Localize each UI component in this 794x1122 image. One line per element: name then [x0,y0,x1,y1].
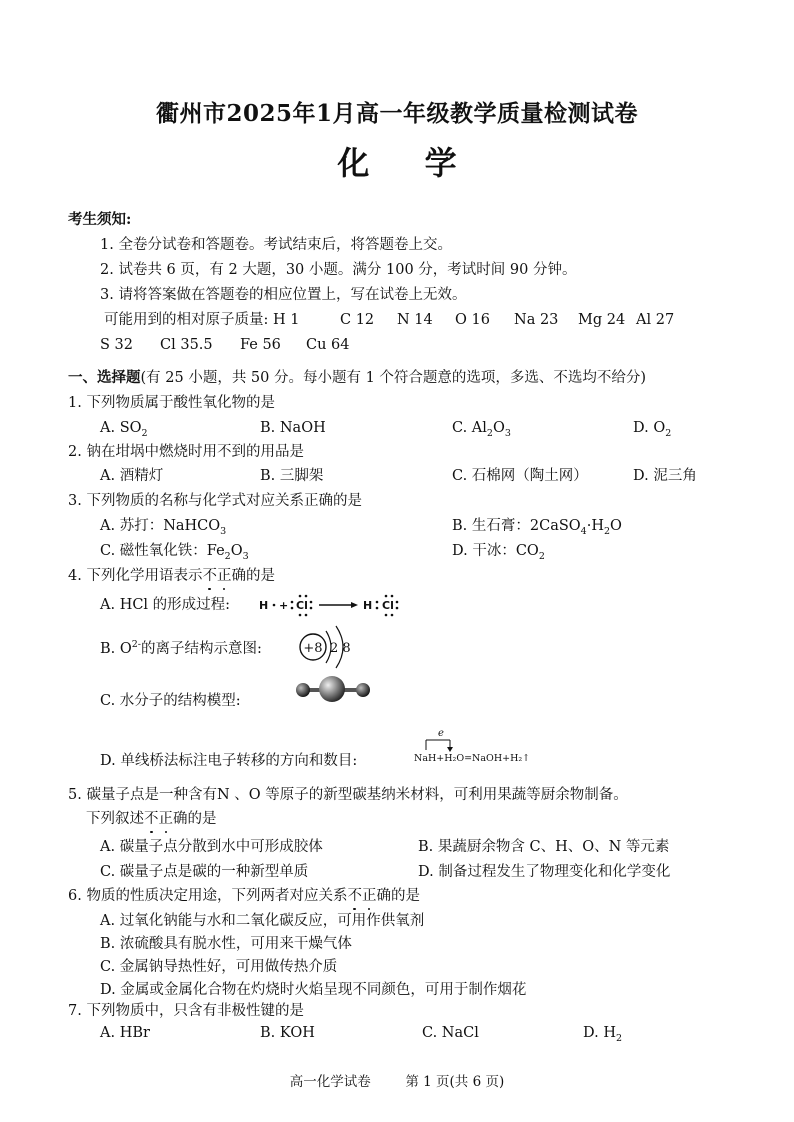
atomic-mass-na: Na 23 [514,312,559,328]
notice-item-2: 2. 试卷共 6 页，有 2 大题，30 小题。满分 100 分，考试时间 90 分钟。 [100,262,577,278]
q7-option-b: B. KOH [260,1025,315,1041]
atomic-mass-h: H 1 [273,312,300,328]
question-5-stem-1: 5. 碳量子点是一种含有N 、O 等原子的新型碳基纳米材料，可利用果蔬等厨余物制备。 [68,787,628,803]
q7-option-c: C. NaCl [422,1025,479,1041]
atomic-mass-cu: Cu 64 [306,337,350,353]
single-line-bridge-diagram [412,726,537,766]
question-4-stem: 4. 下列化学用语表示不正确的是 [68,568,275,584]
notice-item-1: 1. 全卷分试卷和答题卷。考试结束后，将答题卷上交。 [100,237,452,253]
svg-text:H: H [259,599,269,612]
atomic-mass-s: S 32 [100,337,133,353]
question-3-stem: 3. 下列物质的名称与化学式对应关系正确的是 [68,493,362,509]
section-title: 一、选择题 [68,369,141,386]
question-2-stem: 2. 钠在坩埚中燃烧时用不到的用品是 [68,444,304,460]
hcl-formation-diagram [255,588,415,620]
q6-option-a: A. 过氧化钠能与水和二氧化碳反应，可用作供氧剂 [100,913,425,929]
question-7-stem: 7. 下列物质中，只含有非极性键的是 [68,1003,304,1019]
q6-option-c: C. 金属钠导热性好，可用做传热介质 [100,959,338,975]
q4-option-b: B. $O^{2-}$的离子结构示意图: [100,639,262,657]
q7-option-d: D. $H_2$ [583,1025,623,1044]
q2-option-b: B. 三脚架 [260,468,324,484]
atomic-mass-c: C 12 [340,312,375,328]
q3-option-a: A. 苏打：NaHCO$_3$ [100,518,227,537]
section-heading [68,369,646,387]
q1-option-c: C. $Al_2O_3$ [452,420,511,439]
question-1-stem: 1. 下列物质属于酸性氧化物的是 [68,395,275,411]
atomic-mass-cl: Cl 35.5 [160,337,213,353]
footer-page-number: 第 1 页(共 6 页) [405,1074,505,1090]
q1-option-d: D. $O_2$ [633,420,672,439]
electron-label: e [438,728,444,739]
q4-option-d: D. 单线桥法标注电子转移的方向和数目: [100,753,358,769]
svg-text:H: H [363,599,373,612]
reaction-equation: NaH+H₂O=NaOH+H₂↑ [414,753,531,764]
notice-item-3: 3. 请将答案做在答题卷的相应位置上，写在试卷上无效。 [100,287,467,303]
footer-title: 高一化学试卷 [289,1074,371,1090]
q2-option-d: D. 泥三角 [633,468,697,484]
notice-heading: 考生须知: [68,211,132,228]
question-5-stem-2: 下列叙述不正确的是 [86,811,217,827]
atomic-mass-n: N 14 [397,312,433,328]
section-description: (有 25 小题，共 50 分。每小题有 1 个符合题意的选项，多选、不选均不给分) [140,370,647,386]
question-6-stem: 6. 物质的性质决定用途，下列两者对应关系不正确的是 [68,888,420,904]
q5-option-a: A. 碳量子点分散到水中可形成胶体 [100,839,323,855]
q4-option-a: A. HCl 的形成过程: [100,597,231,613]
exam-title: 衢州市2025年1月高一年级教学质量检测试卷 [155,100,639,127]
ion-shell-label: 2 8 [330,641,351,656]
atomic-mass-al: Al 27 [636,312,675,328]
svg-text:Cl: Cl [296,599,308,612]
q7-option-a: A. HBr [100,1025,150,1041]
q3-option-d: D. 干冰：$CO_2$ [452,543,545,562]
q5-option-b: B. 果蔬厨余物含 C、H、O、N 等元素 [418,839,670,855]
svg-text:Cl: Cl [382,599,394,612]
atomic-mass-mg: Mg 24 [578,312,626,328]
svg-text:+: + [279,599,289,612]
oxygen-ion-structure-diagram [296,622,368,672]
page-footer [0,1070,794,1090]
q1-option-a: A. $SO_2$ [100,420,148,439]
q3-option-b: B. 生石膏：$2CaSO_4\cdot H_2O$ [452,518,622,537]
q1-option-b: B. NaOH [260,420,326,436]
atomic-mass-label: 可能用到的相对原子质量: [104,312,269,328]
ion-nucleus-label: +8 [303,641,323,656]
q4-option-c: C. 水分子的结构模型: [100,693,241,709]
q3-option-c: C. 磁性氧化铁：$Fe_2O_3$ [100,543,249,562]
atomic-mass-o: O 16 [455,312,490,328]
subject-title: 化 学 [337,144,479,182]
q6-option-b: B. 浓硫酸具有脱水性，可用来干燥气体 [100,936,352,952]
water-molecule-model [293,674,375,706]
q5-option-c: C. 碳量子点是碳的一种新型单质 [100,864,309,880]
q2-option-c: C. 石棉网（陶土网） [452,468,588,484]
q2-option-a: A. 酒精灯 [100,468,164,484]
q6-option-d: D. 金属或金属化合物在灼烧时火焰呈现不同颜色，可用于制作烟花 [100,982,527,998]
q5-option-d: D. 制备过程发生了物理变化和化学变化 [418,864,671,880]
atomic-mass-fe: Fe 56 [240,337,281,353]
